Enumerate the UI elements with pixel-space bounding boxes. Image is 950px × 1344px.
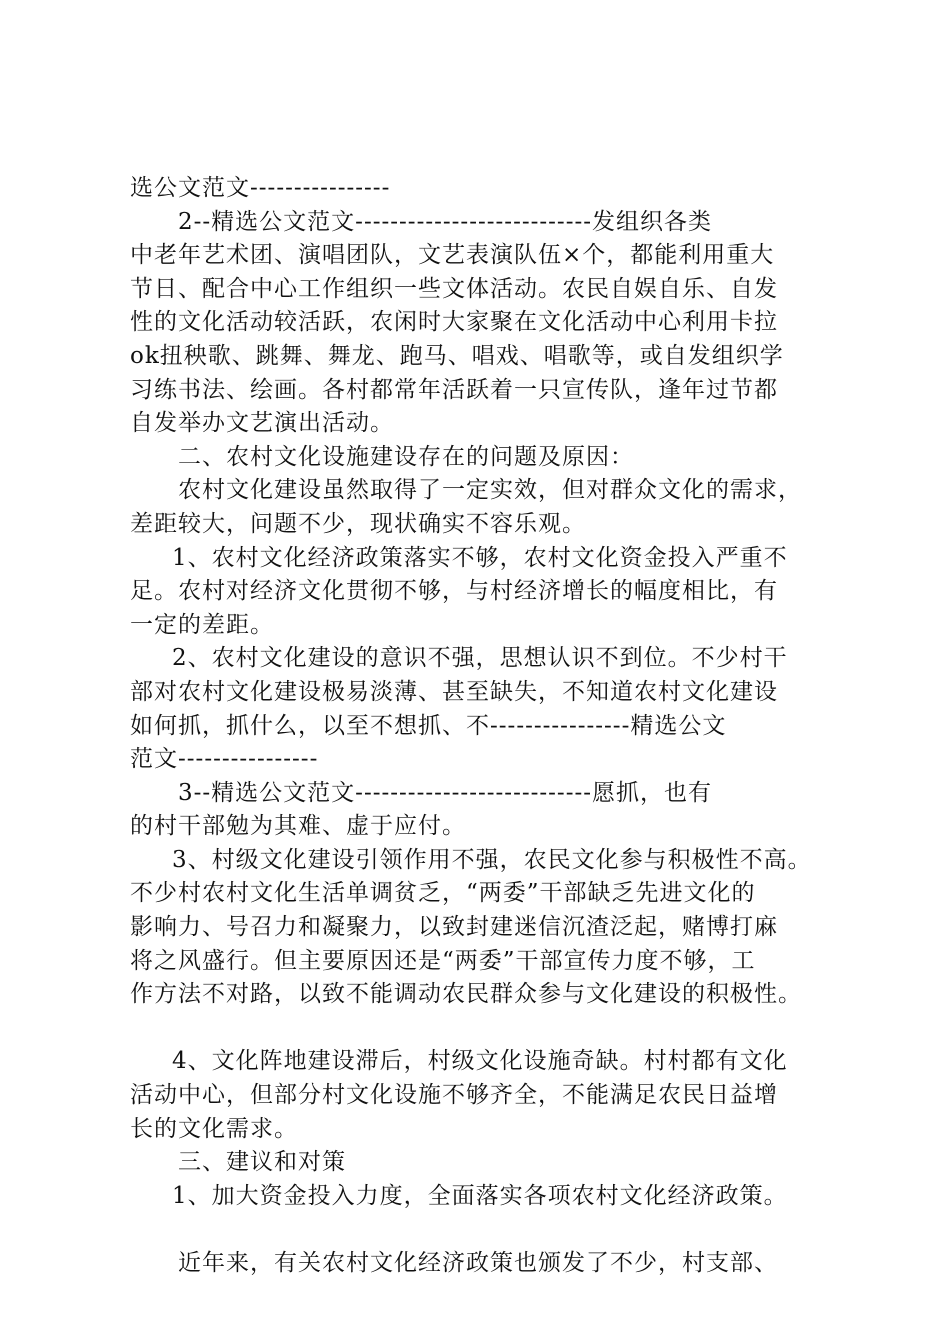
text-line: 长的文化需求。 [130, 1115, 298, 1142]
section-heading: 二、农村文化设施建设存在的问题及原因： [178, 443, 634, 470]
text-line: 不少村农村文化生活单调贫乏，“两委”干部缺乏先进文化的 [130, 880, 756, 907]
section-heading: 三、建议和对策 [178, 1149, 346, 1176]
blank-line [130, 1213, 850, 1247]
text-line: 如何抓，抓什么，以至不想抓、不----------------精选公文 [130, 712, 727, 739]
text-line: 3--精选公文范文---------------------------愿抓，也有 [178, 779, 713, 806]
text-line: 部对农村文化建设极易淡薄、甚至缺失，不知道农村文化建设 [130, 678, 778, 705]
text-line: 作方法不对路，以致不能调动农民群众参与文化建设的积极性。 [130, 981, 802, 1008]
text-line: 将之风盛行。但主要原因还是“两委”干部宣传力度不够，工 [130, 947, 756, 974]
text-line: 1、加大资金投入力度，全面落实各项农村文化经济政策。 [172, 1182, 788, 1209]
text-line: 自发举办文艺演出活动。 [130, 410, 394, 437]
document-body [130, 172, 850, 1281]
text-line: 4、文化阵地建设滞后，村级文化设施奇缺。村村都有文化 [172, 1048, 788, 1075]
text-line: 差距较大，问题不少，现状确实不容乐观。 [130, 510, 586, 537]
text-line: 农村文化建设虽然取得了一定实效，但对群众文化的需求， [178, 477, 802, 504]
text-line: 影响力、号召力和凝聚力，以致封建迷信沉渣泛起，赌博打麻 [130, 914, 778, 941]
text-line: 选公文范文---------------- [130, 175, 391, 201]
text-line: 活动中心，但部分村文化设施不够齐全，不能满足农民日益增 [130, 1082, 778, 1109]
text-line: 节日、配合中心工作组织一些文体活动。农民自娱自乐、自发 [130, 275, 778, 302]
text-line: 2--精选公文范文---------------------------发组织各类 [178, 208, 713, 235]
text-line: 足。农村对经济文化贯彻不够，与村经济增长的幅度相比，有 [130, 578, 778, 605]
text-line: 一定的差距。 [130, 611, 274, 638]
text-line: 习练书法、绘画。各村都常年活跃着一只宣传队，逢年过节都 [130, 376, 778, 403]
text-line: 性的文化活动较活跃，农闲时大家聚在文化活动中心利用卡拉 [130, 309, 778, 336]
text-line: 范文---------------- [130, 746, 319, 773]
text-line: 中老年艺术团、演唱团队，文艺表演队伍×个，都能利用重大 [130, 242, 775, 269]
text-line: 近年来，有关农村文化经济政策也颁发了不少，村支部、 [178, 1250, 778, 1276]
blank-line [130, 1012, 850, 1046]
text-line: 1、农村文化经济政策落实不够，农村文化资金投入严重不 [172, 544, 788, 571]
text-line: 的村干部勉为其难、虚于应付。 [130, 813, 466, 840]
text-line: 2、农村文化建设的意识不强，思想认识不到位。不少村干 [172, 645, 788, 672]
text-line: 3、村级文化建设引领作用不强，农民文化参与积极性不高。 [172, 846, 812, 873]
text-line: ok扭秧歌、跳舞、舞龙、跑马、唱戏、唱歌等，或自发组织学 [130, 342, 784, 369]
